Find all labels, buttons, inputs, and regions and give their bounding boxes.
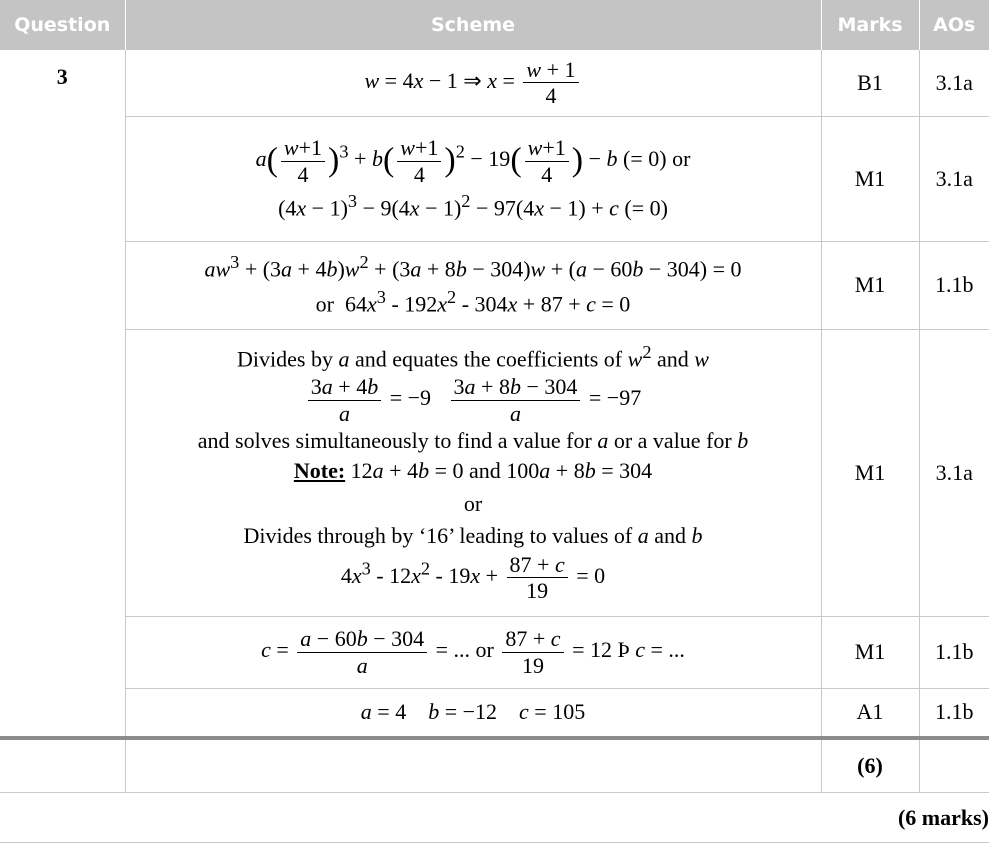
ao-4: 3.1a (919, 329, 989, 616)
final-row (0, 793, 989, 843)
aos-header: AOs (919, 0, 989, 50)
or-label: or (315, 291, 334, 317)
scheme-row-1 (0, 50, 989, 116)
scheme-cell-2: a( $\frac{w+1}{4}$ )$^3$ + b( $\frac{w+1}{4}$ )$^2$ − 19( $\frac{w+1}{4}$ ) − b (= 0) or $(4x - 1)^3 - 9(4x - 1)^2 - 97(4x - 1) + c$ (= 0) (125, 116, 821, 241)
scheme-cell-1: w = 4x − 1 ⇒ x = $\frac{w + 1}{4}$ (125, 50, 821, 116)
scheme-cell-5: c = $\frac{a - 60b - 304}{a}$ = ... or $\frac{87 + c}{19}$ = 12 Þ c = ... (125, 616, 821, 688)
mark-3: M1 (821, 241, 919, 329)
mark-1: B1 (821, 50, 919, 116)
scheme-row-2 (0, 116, 989, 241)
mark-4: M1 (821, 329, 919, 616)
note-label: Note: (293, 458, 346, 484)
scheme-row-5 (0, 616, 989, 688)
ao-5: 1.1b (919, 616, 989, 688)
scheme-row-3 (0, 241, 989, 329)
question-header: Question (0, 0, 125, 50)
header-row (0, 0, 989, 50)
ao-1: 3.1a (919, 50, 989, 116)
mark-2: M1 (821, 116, 919, 241)
scheme-cell-4: Divides by a and equates the coefficients of $w^2$ and w $\frac{3a + 4b}{a}$ = −9 $\frac{3a + 8b - 304}{a}$ = −97 and solves simultaneously to find a value for a or a value for b Note: 12a + 4b = 0 and 100a + 8b = 304 or Divides through by ‘16’ leading to values of a and b $4x^3 - 12x^2 - 19x$ + $\frac{87 + c}{19}$ = 0 (125, 329, 821, 616)
total-row (0, 738, 989, 793)
total-marks: (6) (821, 738, 919, 793)
scheme-cell-3: $aw^3 + (3a + 4b)w^2 + (3a + 8b - 304)w + (a - 60b - 304) = 0$ or $64x^3 - 192x^2 - 304x + 87 + c = 0$ (125, 241, 821, 329)
scheme-header: Scheme (125, 0, 821, 50)
ao-6: 1.1b (919, 688, 989, 738)
marks-header: Marks (821, 0, 919, 50)
final-marks: (6 marks) (0, 793, 989, 843)
or-label: or (672, 146, 691, 172)
mark-5: M1 (821, 616, 919, 688)
question-number: 3 (0, 50, 125, 738)
scheme-cell-6: a = 4 b = −12 c = 105 (125, 688, 821, 738)
ao-2: 3.1a (919, 116, 989, 241)
mark-6: A1 (821, 688, 919, 738)
ao-3: 1.1b (919, 241, 989, 329)
scheme-row-6 (0, 688, 989, 738)
scheme-row-4 (0, 329, 989, 616)
